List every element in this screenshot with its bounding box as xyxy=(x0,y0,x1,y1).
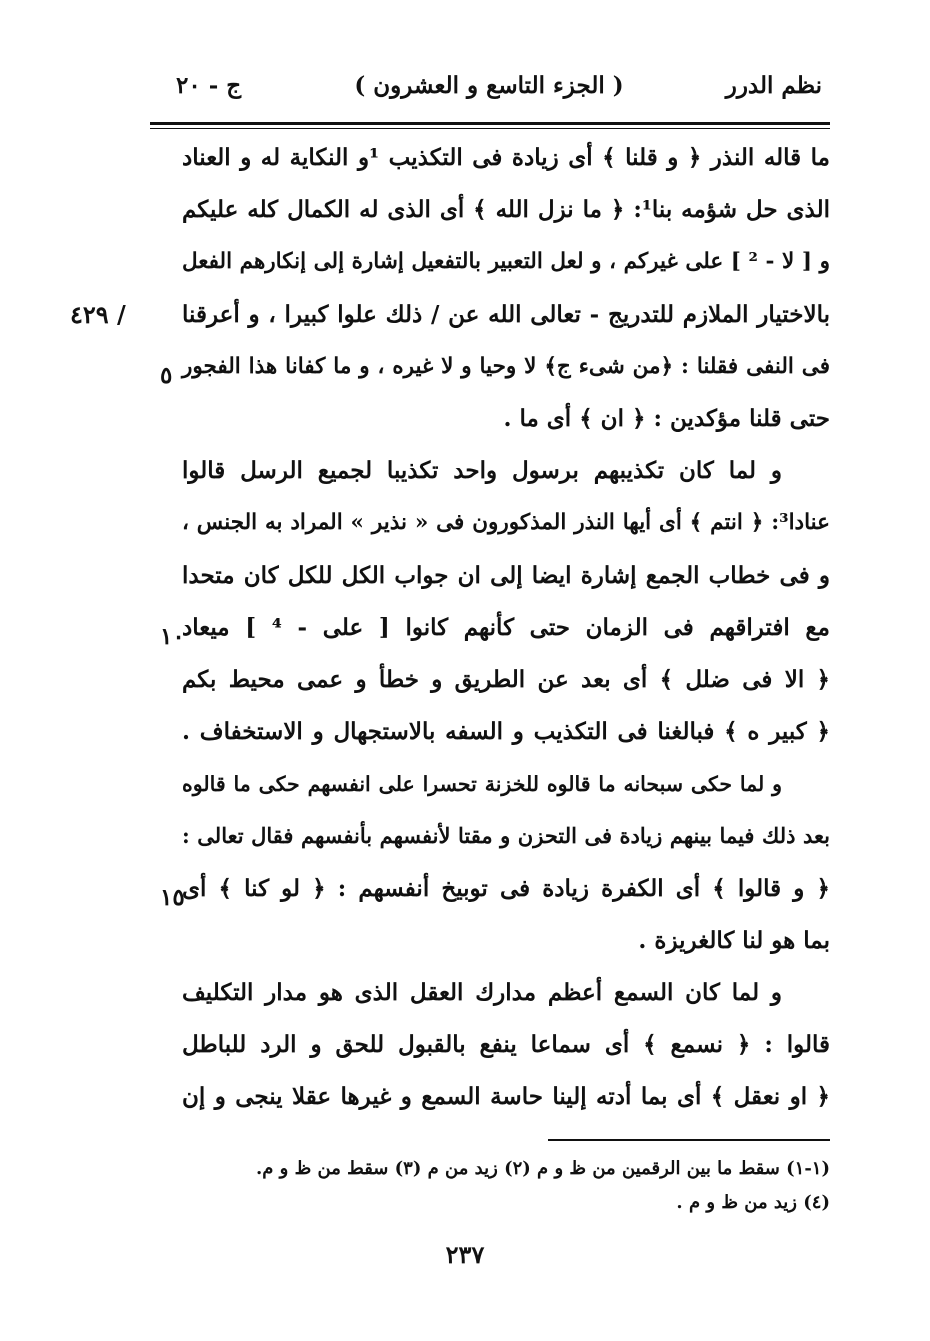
page-number: ٢٣٧ xyxy=(445,1240,485,1269)
running-header xyxy=(150,68,828,108)
footnote: (٤) زيد من ظ و م . xyxy=(676,1192,830,1213)
text-line: ﴿ كبير ه ﴾ فبالغنا فى التكذيب و السفه بالاستجهال و الاستخفاف . xyxy=(182,718,830,746)
text-line: ﴿ و قالوا ﴾ أى الكفرة زيادة فى توبيخ أنفسهم : ﴿ لو كنا ﴾ أى xyxy=(182,874,830,902)
line-number-10: ١٠ xyxy=(160,623,185,650)
book-title: نظم الدرر xyxy=(725,72,822,99)
footnote-rule xyxy=(548,1139,830,1141)
text-line: بالاختيار الملازم للتدريج - تعالى الله عن / ذلك علوا كبيرا ، و أعرقنا xyxy=(182,300,830,328)
text-line: بعد ذلك فيما بينهم زيادة فى التحزن و مقتا لأنفسهم بأنفسهم فقال تعالى : xyxy=(182,823,830,849)
text-line: ﴿ الا فى ضلل ﴾ أى بعد عن الطريق و خطأ و عمى محيط بكم xyxy=(182,665,830,693)
text-line: و فى خطاب الجمع إشارة ايضا إلى ان جواب الكل للكل كان متحدا xyxy=(182,561,830,589)
part-title: ( الجزء التاسع و العشرون ) xyxy=(354,72,624,99)
line-number-15: ١٥ xyxy=(160,884,185,911)
text-line: و [ لا - ² ] على غيركم ، و لعل التعبير بالتفعيل إشارة إلى إنكارهم الفعل xyxy=(182,249,830,275)
text-line: الذى حل شؤمه بنا¹: ﴿ ما نزل الله ﴾ أى الذى له الكمال كله عليكم xyxy=(182,196,830,224)
header-rule-thick xyxy=(150,122,830,125)
header-rule-thin xyxy=(150,128,830,129)
volume-number: ج - ٢٠ xyxy=(176,72,242,99)
text-line: و لما كان تكذيبهم برسول واحد تكذيبا لجميع الرسل قالوا xyxy=(182,457,782,485)
text-line: ﴿ او نعقل ﴾ أى بما أدته إلينا حاسة السمع و غيرها عقلا ينجى و إن xyxy=(182,1083,830,1111)
text-line: بما هو لنا كالغريزة . xyxy=(638,926,830,954)
line-number-5: ٥ xyxy=(160,362,173,389)
text-line: و لما حكى سبحانه ما قالوه للخزنة تحسرا على انفسهم حكى ما قالوه xyxy=(182,772,782,797)
margin-page-reference: / ٤٢٩ xyxy=(70,300,126,329)
text-line: حتى قلنا مؤكدين : ﴿ ان ﴾ أى ما . xyxy=(503,404,830,432)
text-line: فى النفى فقلنا : ﴿من شىء ج﴾ لا وحيا و لا غيره ، و ما كفانا هذا الفجور xyxy=(182,353,830,379)
text-line: و لما كان السمع أعظم مدارك العقل الذى هو مدار التكليف xyxy=(182,979,782,1006)
footnotes xyxy=(180,1152,830,1220)
text-line: عنادا³: ﴿ انتم ﴾ أى أيها النذر المذكورون فى « نذير » المراد به الجنس ، xyxy=(182,510,830,536)
footnote: (١-١) سقط ما بين الرقمين من ظ و م (٢) زيد من م (٣) سقط من ظ و م. xyxy=(255,1158,830,1179)
text-line: قالوا : ﴿ نسمع ﴾ أى سماعا ينفع بالقبول للحق و الرد للباطل xyxy=(182,1031,830,1059)
body-text xyxy=(182,132,830,1124)
text-line: ما قاله النذر ﴿ و قلنا ﴾ أى زيادة فى التكذيب ¹و النكاية له و العناد xyxy=(182,144,831,171)
text-line: مع افتراقهم فى الزمان حتى كأنهم كانوا [ على - ⁴ ] ميعاد xyxy=(182,613,830,641)
